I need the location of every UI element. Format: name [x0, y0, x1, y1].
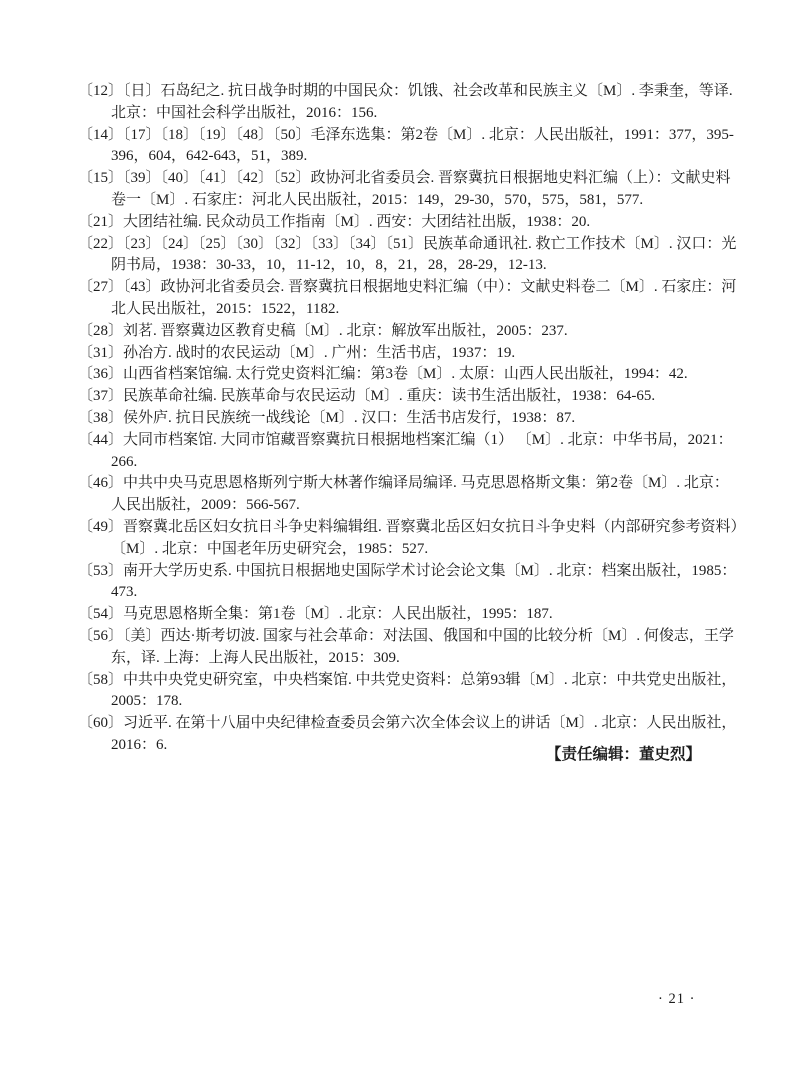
- reference-item: 〔58〕中共中央党史研究室，中央档案馆. 中共党史资料：总第93辑〔M〕. 北京：中共党史出版社，2005：178.: [78, 671, 737, 710]
- reference-item: 〔28〕刘茗. 晋察冀边区教育史稿〔M〕. 北京：解放军出版社，2005：237.: [78, 322, 568, 339]
- reference-item: 〔54〕马克思恩格斯全集：第1卷〔M〕. 北京：人民出版社，1995：187.: [78, 606, 553, 623]
- references-list: [78, 81, 740, 757]
- reference-item: 〔46〕中共中央马克思恩格斯列宁斯大林著作编译局编译. 马克思恩格斯文集：第2卷〔M〕. 北京：人民出版社，2009：566-567.: [78, 475, 729, 514]
- reference-item: 〔36〕山西省档案馆编. 太行党史资料汇编：第3卷〔M〕. 太原：山西人民出版社，1994：42.: [78, 366, 688, 383]
- editor-note: 【责任编辑：董史烈】: [545, 746, 701, 763]
- reference-item: 〔56〕〔美〕西达·斯考切波. 国家与社会革命：对法国、俄国和中国的比较分析〔M〕. 何俊志，王学东，译. 上海：上海人民出版社，2015：309.: [78, 627, 734, 666]
- reference-item: 〔21〕大团结社编. 民众动员工作指南〔M〕. 西安：大团结社出版，1938：20.: [78, 213, 591, 230]
- reference-item: 〔14〕〔17〕〔18〕〔19〕〔48〕〔50〕毛泽东选集：第2卷〔M〕. 北京：人民出版社，1991：377，395-396，604，642-643，51，389.: [78, 126, 734, 165]
- reference-item: 〔60〕习近平. 在第十八届中央纪律检查委员会第六次全体会议上的讲话〔M〕. 北京：人民出版社，2016：6.: [78, 715, 737, 753]
- reference-item: 〔53〕南开大学历史系. 中国抗日根据地史国际学术讨论会论文集〔M〕. 北京：档案出版社，1985：473.: [78, 562, 737, 601]
- reference-item: 〔31〕孙冶方. 战时的农民运动〔M〕. 广州：生活书店，1937：19.: [78, 344, 516, 361]
- reference-item: 〔22〕〔23〕〔24〕〔25〕〔30〕〔32〕〔33〕〔34〕〔51〕民族革命通讯社. 救亡工作技术〔M〕. 汉口：光阴书局，1938：30-33，10，11-12，10，8，21，28，28-29，12-13.: [78, 235, 737, 274]
- reference-item: 〔37〕民族革命社编. 民族革命与农民运动〔M〕. 重庆：读书生活出版社，1938：64-65.: [78, 388, 656, 405]
- reference-item: 〔49〕晋察冀北岳区妇女抗日斗争史料编辑组. 晋察冀北岳区妇女抗日斗争史料（内部研究参考资料）〔M〕. 北京：中国老年历史研究会，1985：527.: [78, 518, 739, 557]
- reference-item: 〔15〕〔39〕〔40〕〔41〕〔42〕〔52〕政协河北省委员会. 晋察冀抗日根据地史料汇编（上）：文献史料卷一〔M〕. 石家庄：河北人民出版社，2015：149，29-30，570，575，581，577.: [78, 170, 731, 208]
- reference-item: 〔27〕〔43〕政协河北省委员会. 晋察冀抗日根据地史料汇编（中）：文献史料卷二〔M〕. 石家庄：河北人民出版社，2015：1522，1182.: [78, 279, 737, 317]
- reference-item: 〔38〕侯外庐. 抗日民族统一战线论〔M〕. 汉口：生活书店发行，1938：87.: [78, 409, 576, 426]
- reference-item: 〔44〕大同市档案馆. 大同市馆藏晋察冀抗日根据地档案汇编（1） 〔M〕. 北京：中华书局，2021：266.: [78, 431, 733, 470]
- page-number: · 21 ·: [658, 991, 696, 1007]
- reference-item: 〔12〕〔日〕石岛纪之. 抗日战争时期的中国民众：饥饿、社会改革和民族主义〔M〕. 李秉奎，等译. 北京：中国社会科学出版社，2016：156.: [78, 83, 733, 121]
